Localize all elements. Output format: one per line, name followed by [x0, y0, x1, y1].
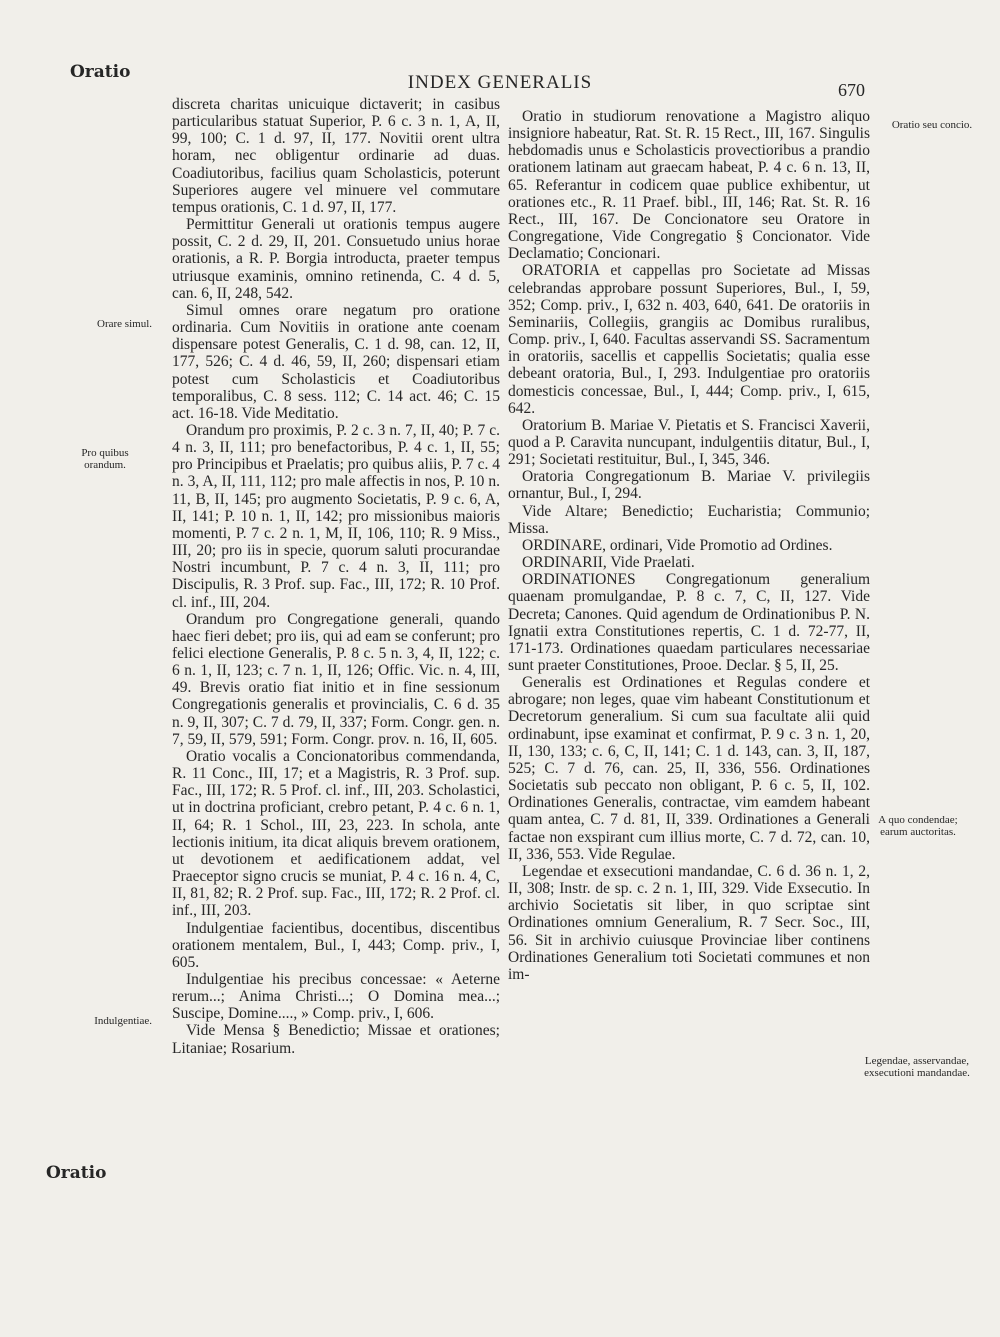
- left-column: [172, 96, 500, 1057]
- paragraph: ORDINARII, Vide Praelati.: [522, 554, 695, 572]
- paragraph: Orandum pro Congregatione generali, quando haec fieri debet; pro iis, qui ad eam se conferunt; pro felici electione Generalis, P. 8 c. 5 n. 3, 4, II, 122; c. 6 n. 1, II, 123; c. 7 n. 1, II, 126; Offic. Vic. n. 4, III, 49. Brevis oratio fiat initio et in fine sessionum Congregationis generalis et provincialis, C. 6 d. 35 n. 9, II, 307; C. 7 d. 79, II, 337; Form. Congr. gen. n. 7, 59, II, 579, 591; Form. Congr. prov. n. 16, II, 605.: [172, 610, 500, 748]
- margin-note-legendae: Legendae, asservandae, exsecutioni mandandae.: [864, 1055, 970, 1079]
- page-title: INDEX GENERALIS: [407, 72, 593, 93]
- paragraph: Oratio vocalis a Concionatoribus commendanda, R. 11 Conc., III, 17; et a Magistris, R. 3 Prof. sup. Fac., III, 172; R. 5 Prof. cl. inf., III, 203. Scholastici, ut in doctrina proficiant, crebro petant, P. 4 c. 6 n. 1, II, 64; R. 1 Schol., III, 23, 223. In schola, ante lectionis initium, ita dicat aliquis brevem orationem, ut devotionem et aedificationem addat, vel Praeceptor signo crucis se muniat, P. 4 c. 16 n. 4, C, II, 81, 82; R. 2 Prof. sup. Fac., III, 172; R. 2 Prof. cl. inf., III, 203.: [172, 747, 500, 920]
- paragraph: Indulgentiae facientibus, docentibus, discentibus orationem mentalem, Bul., I, 443; Comp. priv., I, 605.: [172, 919, 500, 971]
- margin-note-a-quo-condendae: A quo condendae; earum auctoritas.: [878, 814, 958, 838]
- margin-note-oratio-seu-concio: Oratio seu concio.: [891, 119, 973, 131]
- paragraph: Indulgentiae his precibus concessae: « Aeterne rerum...; Anima Christi...; O Domina mea...; Suscipe, Domine...., » Comp. priv., I, 606.: [172, 970, 500, 1023]
- paragraph: Orandum pro proximis, P. 2 c. 3 n. 7, II, 40; P. 7 c. 4 n. 3, II, 111; pro benefactoribus, P. 4 c. 1, II, 55; pro Principibus et Praelatis; pro quibus aliis, P. 7 c. 4 n. 3, A, II, 111, 112; pro male affectis in nos, P. 10 n. 11, B, II, 145; pro augmento Societatis, P. 9 c. 6, A, II, 141; P. 10 n. 1, II, 142; pro missionibus maioris momenti, P. 7 c. 2 n. 1, M, II, 106, 110; R. 9 Miss., III, 20; pro iis in specie, quorum saluti procurandae Nostri incumbunt, P. 7 c. 4 n. 3, II, 111; pro Discipulis, R. 3 Prof. sup. Fac., III, 172; R. 10 Prof. cl. inf., III, 204.: [172, 421, 500, 611]
- right-column: [508, 108, 870, 983]
- paragraph: Legendae et exsecutioni mandandae, C. 6 d. 36 n. 1, 2, II, 308; Instr. de sp. c. 2 n. 1, III, 329. Vide Exsecutio. In archivio Societatis sit liber, in quo scriptae sint Ordinationes omnium Generalium, R. 7 Secr. Soc., III, 56. Sit in archivio cuiusque Provinciae liber continens Ordinationes Generalium toti Societati communes et non im-: [508, 862, 870, 983]
- margin-note-orare-simul: Orare simul.: [97, 318, 152, 330]
- paragraph: Generalis est Ordinationes et Regulas condere et abrogare; non leges, quae vim habeant Constitutionum et Decretorum generalium. Si cum sua facultate alii quid ordinabunt, ipse examinat et confirmat, P. 9 c. 3 n. 1, 20, II, 130, 133; c. 6, C, II, 141; C. 1 d. 143, can. 3, II, 187, 525; C. 7 d. 76, can. 25, II, 336, 556. Ordinationes Societatis sub peccato non obligant, P. 6 c. 5, II, 102. Ordinationes Generalis, contractae, vim eamdem habeant quam antea, C. 7 d. 81, II, 339. Ordinationes a Generali factae non exspirant cum illius morte, C. 7 d. 72, can. 10, II, 336, 553. Vide Regulae.: [508, 674, 870, 863]
- running-head-bottom: Oratio: [46, 1163, 107, 1183]
- margin-note-indulgentiae: Indulgentiae.: [94, 1015, 152, 1027]
- paragraph: Simul omnes orare negatum pro oratione ordinaria. Cum Novitiis in oratione ante coenam dispensare potest Generalis, C. 1 d. 98, can. 12, II, 177, 526; C. 4 d. 46, 59, II, 260; dispensari etiam potest cum Scholasticis et Coadiutoribus temporalibus, C. 8 sess. 112; C. 14 act. 46; C. 15 act. 16-18. Vide Meditatio.: [172, 301, 500, 422]
- page-number: 670: [838, 80, 865, 100]
- paragraph: ORDINARE, ordinari, Vide Promotio ad Ordines.: [522, 536, 833, 554]
- paragraph: ORDINATIONES Congregationum generalium quaenam promulgandae, P. 8 c. 7, C, II, 127. Vide Decreta; Canones. Quid agendum de Ordinationibus P. N. Ignatii extra Constitutiones repertis, C. 1 d. 72-77, II, 171-173. Ordinationes quaedam particulares necessariae sunt praeter Constitutiones, Prooe. Declar. § 5, II, 25.: [508, 571, 870, 674]
- paragraph: Vide Mensa § Benedictio; Missae et orationes; Litaniae; Rosarium.: [172, 1022, 500, 1057]
- paragraph: ORATORIA et cappellas pro Societate ad Missas celebrandas approbare possunt Superiores, Bul., I, 59, 352; Comp. priv., I, 632 n. 403, 640, 641. De oratoriis in Seminariis, Collegiis, grangiis ac Domibus ruralibus, Comp. priv., I, 640. Facultas asservandi SS. Sacramentum in oratoriis, sacellis et cappellis Societatis; qualia esse debeant oratoria, Bul., I, 293. Indulgentiae pro oratoriis domesticis concessae, Bul., I, 444; Comp. priv., I, 615, 642.: [508, 262, 870, 417]
- paragraph: Oratio in studiorum renovatione a Magistro aliquo insigniore habeatur, Rat. St. R. 15 Rect., III, 167. Singulis hebdomadis unus e Scholasticis provectioribus a prandio orationem latinam aut graecam habeat, P. 4 c. 6 n. 13, II, 65. Referantur in codicem quae publice exhibentur, ut orationes etc., R. 11 Praef. bibl., III, 146; Rat. St. R. 16 Rect., III, 167. De Concionatore seu Oratore in Congregatione, Vide Congregatio § Concionator. Vide Declamatio; Concionari.: [508, 108, 870, 263]
- paragraph: Oratorium B. Mariae V. Pietatis et S. Francisci Xaverii, quod a P. Caravita nuncupant, indulgentiis ditatur, Bul., I, 291; Societati restituitur, Bul., I, 345, 346.: [508, 416, 870, 469]
- paragraph: Oratoria Congregationum B. Mariae V. privilegiis ornantur, Bul., I, 294.: [508, 468, 870, 503]
- margin-note-pro-quibus: Pro quibus orandum.: [81, 447, 129, 471]
- paragraph: Permittitur Generali ut orationis tempus augere possit, C. 2 d. 29, II, 201. Consuetudo unius horae orationis, a R. P. Borgia introducta, praeter tempus utriusque examinis, omnino retinenda, C. 4 d. 5, can. 6, II, 248, 542.: [172, 216, 500, 302]
- paragraph: discreta charitas unicuique dictaverit; in casibus particularibus statuat Superior, P. 6 c. 3 n. 1, A, II, 99, 100; C. 1 d. 97, II, 177. Novitii orent ultra horam, nec obligentur ordinarie ad duas. Coadiutoribus, facilius quam Scholasticis, poterunt Superiores augere vel minuere vel commutare tempus orationis, C. 1 d. 97, II, 177.: [172, 96, 500, 216]
- paragraph: Vide Altare; Benedictio; Eucharistia; Communio; Missa.: [508, 502, 870, 537]
- running-head-top: Oratio: [70, 62, 131, 82]
